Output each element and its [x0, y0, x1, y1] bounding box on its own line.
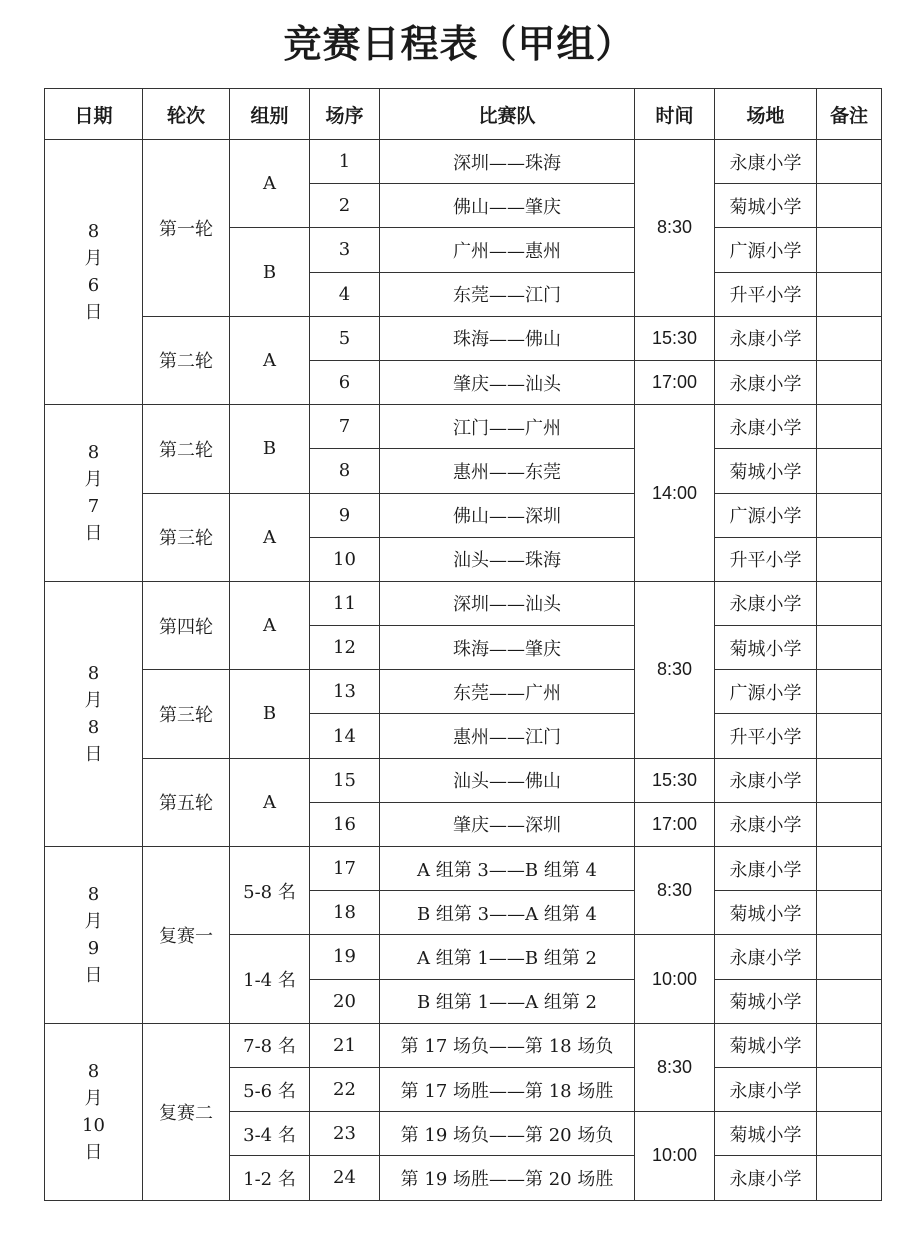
time-cell: 15:30: [635, 316, 715, 360]
round-cell: 第五轮: [143, 758, 230, 846]
group-cell: A: [230, 758, 310, 846]
header-date: 日期: [45, 89, 143, 140]
match-no-cell: 18: [310, 891, 380, 935]
note-cell: [817, 140, 882, 184]
teams-cell: 惠州——东莞: [380, 449, 635, 493]
venue-cell: 升平小学: [715, 272, 817, 316]
teams-cell: A 组第 3——B 组第 4: [380, 847, 635, 891]
time-cell: 8:30: [635, 847, 715, 935]
note-cell: [817, 1156, 882, 1200]
teams-cell: 第 19 场胜——第 20 场胜: [380, 1156, 635, 1200]
match-no-cell: 9: [310, 493, 380, 537]
date-line: 8: [87, 883, 100, 905]
teams-cell: B 组第 1——A 组第 2: [380, 979, 635, 1023]
date-cell: [45, 847, 143, 1024]
date-line: 8: [87, 442, 100, 463]
note-cell: [817, 714, 882, 758]
note-cell: [817, 847, 882, 891]
match-no-cell: 15: [310, 758, 380, 802]
table-row: [45, 670, 882, 714]
match-no-cell: 19: [310, 935, 380, 979]
teams-cell: 第 19 场负——第 20 场负: [380, 1112, 635, 1156]
note-cell: [817, 537, 882, 581]
venue-cell: 广源小学: [715, 493, 817, 537]
venue-cell: 永康小学: [715, 758, 817, 802]
venue-cell: 永康小学: [715, 581, 817, 625]
time-cell: 8:30: [635, 581, 715, 758]
date-line: 6: [87, 275, 100, 297]
venue-cell: 永康小学: [715, 802, 817, 846]
match-no-cell: 12: [310, 626, 380, 670]
group-cell: A: [230, 140, 310, 228]
date-line: 日: [84, 523, 103, 544]
table-row: [45, 493, 882, 537]
date-line: 8: [87, 1060, 100, 1082]
teams-cell: 佛山——肇庆: [380, 184, 635, 228]
date-line: 8: [87, 716, 100, 738]
date-cell: [45, 581, 143, 846]
group-cell: 7-8 名: [230, 1023, 310, 1067]
date-line: 日: [84, 302, 103, 324]
venue-cell: 菊城小学: [715, 979, 817, 1023]
table-row: [45, 316, 882, 360]
teams-cell: 肇庆——深圳: [380, 802, 635, 846]
group-cell: 1-4 名: [230, 935, 310, 1023]
venue-cell: 菊城小学: [715, 1023, 817, 1067]
time-cell: 17:00: [635, 360, 715, 404]
table-row: [45, 581, 882, 625]
time-cell: 17:00: [635, 802, 715, 846]
teams-cell: 东莞——江门: [380, 272, 635, 316]
teams-cell: 汕头——珠海: [380, 537, 635, 581]
note-cell: [817, 184, 882, 228]
venue-cell: 永康小学: [715, 1067, 817, 1111]
match-no-cell: 11: [310, 581, 380, 625]
header-note: 备注: [817, 89, 882, 140]
match-no-cell: 21: [310, 1023, 380, 1067]
teams-cell: 惠州——江门: [380, 714, 635, 758]
venue-cell: 广源小学: [715, 670, 817, 714]
date-line: 9: [87, 937, 100, 959]
group-cell: 5-6 名: [230, 1067, 310, 1111]
note-cell: [817, 626, 882, 670]
venue-cell: 菊城小学: [715, 1112, 817, 1156]
round-cell: 第二轮: [143, 316, 230, 404]
group-cell: B: [230, 670, 310, 758]
date-line: 月: [84, 1087, 103, 1109]
round-cell: 第三轮: [143, 670, 230, 758]
match-no-cell: 20: [310, 979, 380, 1023]
time-cell: 14:00: [635, 405, 715, 582]
header-venue: 场地: [715, 89, 817, 140]
teams-cell: 深圳——珠海: [380, 140, 635, 184]
table-row: [45, 758, 882, 802]
match-no-cell: 4: [310, 272, 380, 316]
header-row: [45, 89, 882, 140]
note-cell: [817, 228, 882, 272]
note-cell: [817, 449, 882, 493]
teams-cell: 第 17 场胜——第 18 场胜: [380, 1067, 635, 1111]
venue-cell: 永康小学: [715, 847, 817, 891]
group-cell: B: [230, 228, 310, 316]
match-no-cell: 10: [310, 537, 380, 581]
teams-cell: 肇庆——汕头: [380, 360, 635, 404]
venue-cell: 永康小学: [715, 360, 817, 404]
venue-cell: 永康小学: [715, 405, 817, 449]
match-no-cell: 17: [310, 847, 380, 891]
date-line: 8: [87, 221, 100, 243]
venue-cell: 永康小学: [715, 1156, 817, 1200]
time-cell: 15:30: [635, 758, 715, 802]
match-no-cell: 16: [310, 802, 380, 846]
note-cell: [817, 1067, 882, 1111]
venue-cell: 永康小学: [715, 935, 817, 979]
teams-cell: 珠海——佛山: [380, 316, 635, 360]
group-cell: A: [230, 493, 310, 581]
table-row: [45, 140, 882, 184]
date-line: 8: [87, 662, 100, 684]
venue-cell: 永康小学: [715, 316, 817, 360]
teams-cell: 广州——惠州: [380, 228, 635, 272]
note-cell: [817, 316, 882, 360]
group-cell: 1-2 名: [230, 1156, 310, 1200]
time-cell: 8:30: [635, 140, 715, 317]
round-cell: 复赛一: [143, 847, 230, 1024]
teams-cell: B 组第 3——A 组第 4: [380, 891, 635, 935]
match-no-cell: 6: [310, 360, 380, 404]
date-line: 月: [84, 910, 103, 932]
note-cell: [817, 935, 882, 979]
header-match-no: 场序: [310, 89, 380, 140]
match-no-cell: 23: [310, 1112, 380, 1156]
teams-cell: 深圳——汕头: [380, 581, 635, 625]
group-cell: A: [230, 316, 310, 404]
group-cell: 3-4 名: [230, 1112, 310, 1156]
date-line: 月: [84, 248, 103, 270]
table-row: [45, 405, 882, 449]
note-cell: [817, 581, 882, 625]
venue-cell: 广源小学: [715, 228, 817, 272]
table-row: [45, 847, 882, 891]
date-cell: [45, 405, 143, 582]
date-line: 日: [84, 964, 103, 986]
schedule-body: [45, 140, 882, 1201]
teams-cell: 珠海——肇庆: [380, 626, 635, 670]
match-no-cell: 5: [310, 316, 380, 360]
group-cell: B: [230, 405, 310, 493]
date-line: 10: [82, 1114, 105, 1136]
header-time: 时间: [635, 89, 715, 140]
note-cell: [817, 1112, 882, 1156]
date-line: 日: [84, 743, 103, 765]
match-no-cell: 3: [310, 228, 380, 272]
note-cell: [817, 405, 882, 449]
schedule-table: [44, 88, 882, 1201]
teams-cell: A 组第 1——B 组第 2: [380, 935, 635, 979]
match-no-cell: 13: [310, 670, 380, 714]
date-cell: [45, 140, 143, 405]
match-no-cell: 8: [310, 449, 380, 493]
round-cell: 第二轮: [143, 405, 230, 493]
match-no-cell: 7: [310, 405, 380, 449]
round-cell: 复赛二: [143, 1023, 230, 1200]
time-cell: 10:00: [635, 935, 715, 1023]
date-line: 日: [84, 1141, 103, 1163]
header-round: 轮次: [143, 89, 230, 140]
note-cell: [817, 493, 882, 537]
match-no-cell: 2: [310, 184, 380, 228]
note-cell: [817, 979, 882, 1023]
date-line: 月: [84, 469, 103, 490]
group-cell: A: [230, 581, 310, 669]
venue-cell: 升平小学: [715, 714, 817, 758]
note-cell: [817, 802, 882, 846]
round-cell: 第三轮: [143, 493, 230, 581]
header-group: 组别: [230, 89, 310, 140]
teams-cell: 江门——广州: [380, 405, 635, 449]
group-cell: 5-8 名: [230, 847, 310, 935]
teams-cell: 汕头——佛山: [380, 758, 635, 802]
venue-cell: 菊城小学: [715, 891, 817, 935]
venue-cell: 菊城小学: [715, 449, 817, 493]
note-cell: [817, 1023, 882, 1067]
note-cell: [817, 758, 882, 802]
teams-cell: 佛山——深圳: [380, 493, 635, 537]
match-no-cell: 24: [310, 1156, 380, 1200]
note-cell: [817, 670, 882, 714]
venue-cell: 菊城小学: [715, 184, 817, 228]
time-cell: 8:30: [635, 1023, 715, 1111]
date-line: 月: [84, 689, 103, 711]
venue-cell: 菊城小学: [715, 626, 817, 670]
time-cell: 10:00: [635, 1112, 715, 1200]
round-cell: 第四轮: [143, 581, 230, 669]
note-cell: [817, 360, 882, 404]
match-no-cell: 22: [310, 1067, 380, 1111]
match-no-cell: 1: [310, 140, 380, 184]
match-no-cell: 14: [310, 714, 380, 758]
round-cell: 第一轮: [143, 140, 230, 317]
venue-cell: 永康小学: [715, 140, 817, 184]
note-cell: [817, 891, 882, 935]
note-cell: [817, 272, 882, 316]
page-title: 竞赛日程表（甲组）: [283, 22, 635, 66]
table-row: [45, 1023, 882, 1067]
header-teams: 比赛队: [380, 89, 635, 140]
teams-cell: 第 17 场负——第 18 场负: [380, 1023, 635, 1067]
date-line: 7: [87, 496, 100, 517]
date-cell: [45, 1023, 143, 1200]
teams-cell: 东莞——广州: [380, 670, 635, 714]
venue-cell: 升平小学: [715, 537, 817, 581]
